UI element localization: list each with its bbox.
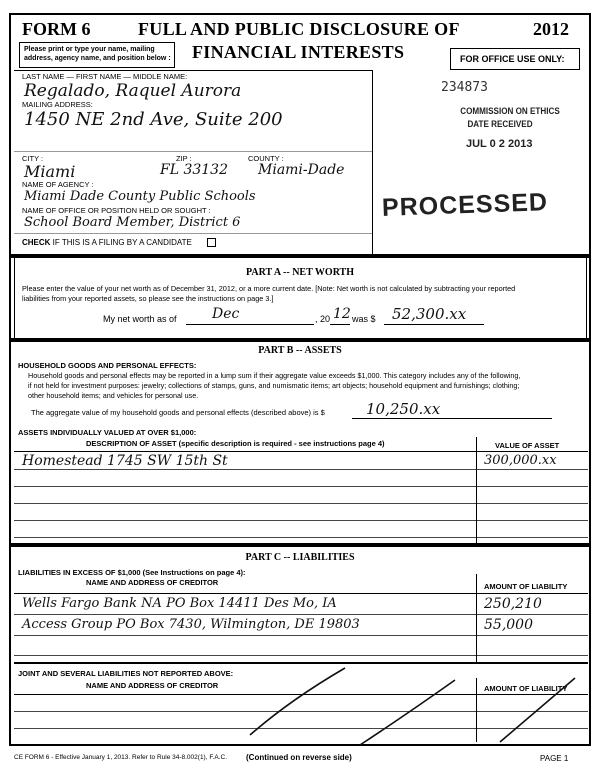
strike-mark xyxy=(500,678,575,742)
asset-col-description: DESCRIPTION OF ASSET (specific description is required - see instructions page 4) xyxy=(86,439,385,448)
household-heading: HOUSEHOLD GOODS AND PERSONAL EFFECTS: xyxy=(18,361,197,370)
agency-value[interactable]: Miami Dade County Public Schools xyxy=(24,189,256,204)
zip-label: ZIP : xyxy=(176,154,192,163)
form-title-line2: FINANCIAL INTERESTS xyxy=(192,42,405,62)
liab-row-creditor[interactable]: Wells Fargo Bank NA PO Box 14411 Des Mo, IA xyxy=(22,596,337,611)
household-line1: Household goods and personal effects may be reported in a lump sum if their aggregate value exceeds $1,000. This category includes any of the following, xyxy=(28,371,521,380)
liab-col-amount: AMOUNT OF LIABILITY xyxy=(484,582,568,591)
form-number: FORM 6 xyxy=(22,19,91,39)
part-c-heading: PART C -- LIABILITIES xyxy=(245,552,355,563)
liab-col-creditor: NAME AND ADDRESS OF CREDITOR xyxy=(86,578,219,587)
asset-row-description[interactable]: Homestead 1745 SW 15th St xyxy=(22,453,228,469)
footer-left: CE FORM 6 - Effective January 1, 2013. Refer to Rule 34-8.002(1), F.A.C. xyxy=(14,754,228,761)
aggregate-label: The aggregate value of my household goods and personal effects (described above) is $ xyxy=(31,408,325,417)
county-label: COUNTY : xyxy=(248,154,284,163)
part-a-note-line1: Please enter the value of your net worth as of December 31, 2012, or a more current date. [Note: Net worth is not calculated by subtracting your reported xyxy=(22,284,516,293)
liab-row-creditor[interactable]: Access Group PO Box 7430, Wilmington, DE 19803 xyxy=(22,617,360,632)
filing-number: 234873 xyxy=(441,80,488,95)
city-value[interactable]: Miami xyxy=(24,162,76,181)
net-worth-amount[interactable]: 52,300.xx xyxy=(392,305,467,323)
net-worth-was: was $ xyxy=(352,314,376,324)
name-label: LAST NAME — FIRST NAME — MIDDLE NAME: xyxy=(22,72,188,81)
net-worth-date[interactable]: Dec xyxy=(212,306,240,322)
instructions-text: Please print or type your name, mailing address, agency name, and position below : xyxy=(24,46,171,62)
joint-heading: JOINT AND SEVERAL LIABILITIES NOT REPORTED ABOVE: xyxy=(18,669,234,678)
liab-row-amount[interactable]: 55,000 xyxy=(484,617,533,633)
joint-col-creditor: NAME AND ADDRESS OF CREDITOR xyxy=(86,681,219,690)
footer-center: (Continued on reverse side) xyxy=(246,753,352,762)
net-worth-mid: , 20 xyxy=(315,314,331,324)
mailing-value[interactable]: 1450 NE 2nd Ave, Suite 200 xyxy=(24,109,283,130)
household-line2: if not held for investment purposes: jewelry; collections of stamps, guns, and numismatic items; art objects; household equipment and furnishings; clothing; xyxy=(28,381,520,390)
net-worth-year[interactable]: 12 xyxy=(333,306,351,322)
agency-label: NAME OF AGENCY : xyxy=(22,180,94,189)
candidate-check-bold: CHECK xyxy=(22,238,51,247)
date-received: JUL 0 2 2013 xyxy=(466,138,533,150)
office-use-label: FOR OFFICE USE ONLY: xyxy=(460,54,565,64)
form-title-line1: FULL AND PUBLIC DISCLOSURE OF xyxy=(138,19,460,39)
part-a-heading: PART A -- NET WORTH xyxy=(245,267,355,278)
joint-col-amount: AMOUNT OF LIABILITY xyxy=(484,684,568,693)
liab-row-amount[interactable]: 250,210 xyxy=(484,596,542,612)
name-value[interactable]: Regalado, Raquel Aurora xyxy=(24,81,242,101)
household-line3: other household items; and vehicles for personal use. xyxy=(28,391,199,400)
zip-value[interactable]: FL 33132 xyxy=(160,162,228,178)
strike-mark xyxy=(360,680,455,745)
part-b-heading: PART B -- ASSETS xyxy=(258,345,342,356)
candidate-check-text: IF THIS IS A FILING BY A CANDIDATE xyxy=(50,238,192,247)
county-value[interactable]: Miami-Dade xyxy=(258,162,345,178)
commission-stamp-line1: COMMISSION ON ETHICS xyxy=(460,106,560,116)
aggregate-value[interactable]: 10,250.xx xyxy=(366,400,441,418)
footer-right: PAGE 1 xyxy=(540,754,569,763)
city-label: CITY : xyxy=(22,154,44,163)
form-year: 2012 xyxy=(533,19,569,39)
commission-stamp-line2: DATE RECEIVED xyxy=(467,119,533,129)
office-label: NAME OF OFFICE OR POSITION HELD OR SOUGHT : xyxy=(22,206,211,215)
asset-row-value[interactable]: 300,000.xx xyxy=(484,453,557,468)
liabilities-heading: LIABILITIES IN EXCESS OF $1,000 (See Instructions on page 4): xyxy=(18,568,246,577)
office-value[interactable]: School Board Member, District 6 xyxy=(24,215,241,230)
strike-mark xyxy=(250,668,345,735)
processed-stamp: PROCESSED xyxy=(381,188,549,222)
assets-heading: ASSETS INDIVIDUALLY VALUED AT OVER $1,000: xyxy=(18,428,197,437)
mailing-label: MAILING ADDRESS: xyxy=(22,100,93,109)
part-a-note-line2: liabilities from your reported assets, so please see the instructions on page 3.] xyxy=(22,294,274,303)
asset-col-value: VALUE OF ASSET xyxy=(495,441,560,450)
net-worth-prefix: My net worth as of xyxy=(103,314,177,324)
